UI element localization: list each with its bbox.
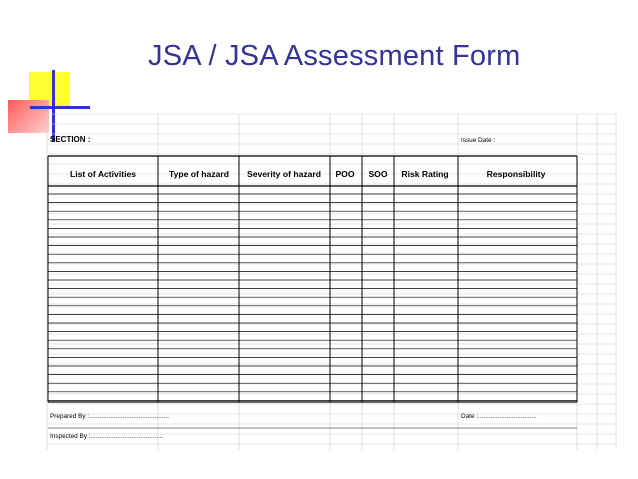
- spreadsheet-gridlines: [47, 114, 616, 450]
- section-label: SECTION :: [50, 135, 91, 144]
- slide-title: JSA / JSA Assessment Form: [148, 40, 521, 72]
- col-header-responsibility: Responsibility: [486, 169, 546, 179]
- col-header-activities: List of Activities: [69, 169, 137, 179]
- issue-date-label: Issue Date :: [461, 137, 496, 144]
- inspected-by-field: Inspected By :.........................................: [50, 433, 164, 440]
- col-header-soo: SOO: [368, 169, 388, 179]
- col-header-risk-rating: Risk Rating: [401, 169, 449, 179]
- date-field: Date :.................................: [461, 413, 537, 420]
- col-header-hazard-type: Type of hazard: [168, 169, 230, 179]
- form-table-borders: [48, 156, 577, 428]
- prepared-by-field: Prepared By :.............................................: [50, 413, 169, 420]
- col-header-severity: Severity of hazard: [246, 169, 322, 179]
- col-header-poo: POO: [335, 169, 355, 179]
